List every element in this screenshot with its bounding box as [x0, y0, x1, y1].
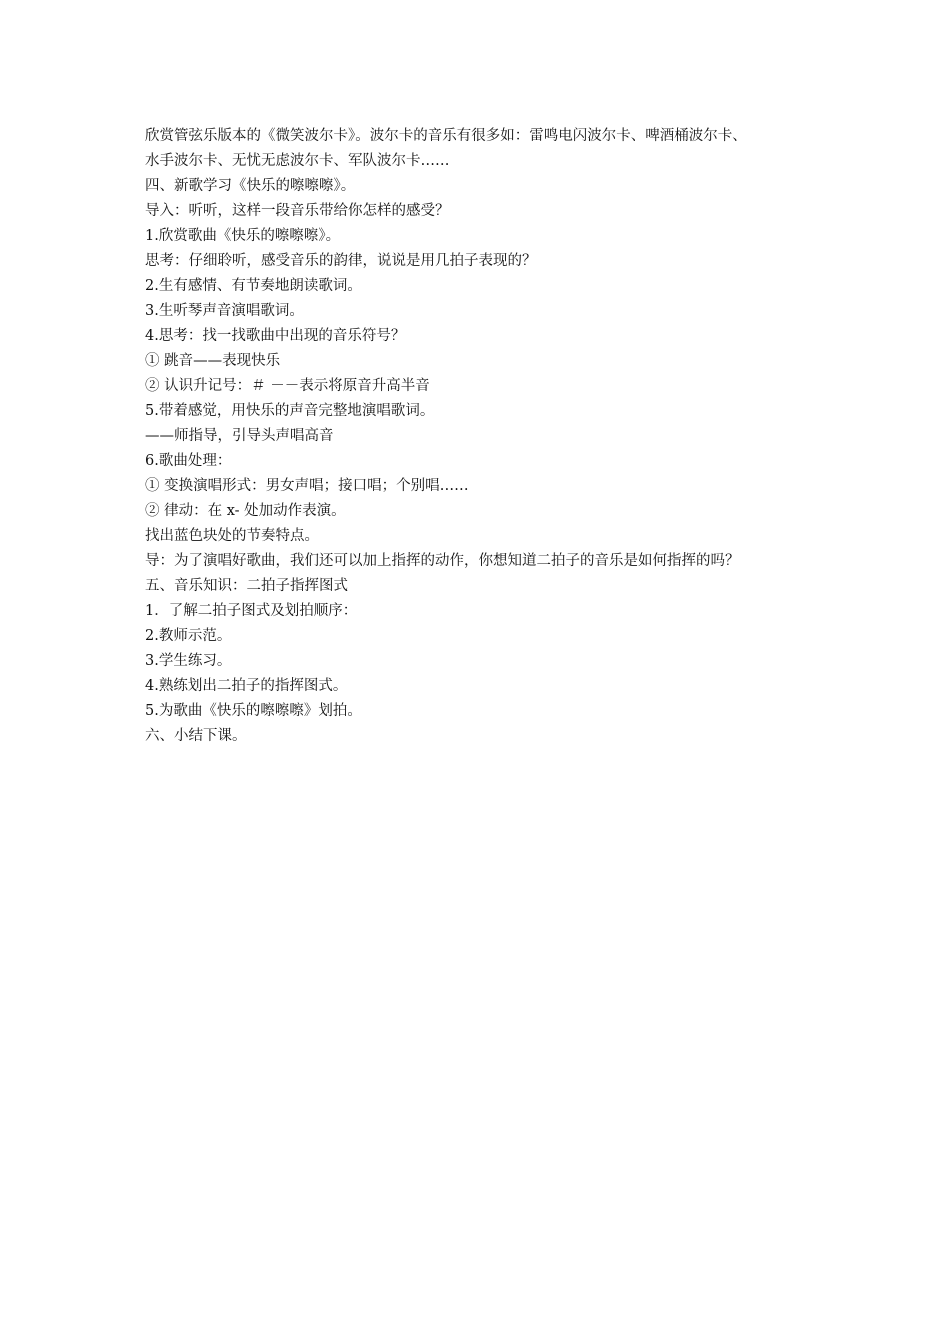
text-line: 水手波尔卡、无忧无虑波尔卡、军队波尔卡…… — [145, 153, 450, 169]
list-item: 2.生有感情、有节奏地朗读歌词。 — [145, 278, 362, 294]
section-heading: 六、小结下课。 — [145, 728, 247, 744]
list-item: 2.教师示范。 — [145, 628, 232, 644]
sub-item: ② 认识升记号：＃ －－表示将原音升高半音 — [145, 378, 430, 394]
text-line: 导：为了演唱好歌曲，我们还可以加上指挥的动作，你想知道二拍子的音乐是如何指挥的吗？ — [145, 553, 740, 569]
section-heading: 五、音乐知识：二拍子指挥图式 — [145, 578, 348, 594]
sub-item: ① 变换演唱形式：男女声唱；接口唱；个别唱…… — [145, 478, 469, 494]
list-item: 3.生听琴声音演唱歌词。 — [145, 303, 304, 319]
text-line: 思考：仔细聆听，感受音乐的韵律，说说是用几拍子表现的？ — [145, 253, 537, 269]
list-item: 4.思考：找一找歌曲中出现的音乐符号？ — [145, 328, 406, 344]
text-line: ——师指导，引导头声唱高音 — [145, 428, 334, 444]
list-item: 5.带着感觉，用快乐的声音完整地演唱歌词。 — [145, 403, 435, 419]
text-line: 欣赏管弦乐版本的《微笑波尔卡》。波尔卡的音乐有很多如：雷鸣电闪波尔卡、啤酒桶波尔卡、 — [145, 128, 747, 144]
list-item: 4.熟练划出二拍子的指挥图式。 — [145, 678, 348, 694]
section-heading: 四、新歌学习《快乐的嚓嚓嚓》。 — [145, 178, 356, 194]
sub-item: ② 律动：在 x- 处加动作表演。 — [145, 503, 346, 519]
list-item: 3.学生练习。 — [145, 653, 232, 669]
text-line: 找出蓝色块处的节奏特点。 — [145, 528, 319, 544]
list-item: 5.为歌曲《快乐的嚓嚓嚓》划拍。 — [145, 703, 362, 719]
list-item: 1.欣赏歌曲《快乐的嚓嚓嚓》。 — [145, 228, 341, 244]
text-line: 导入：听听，这样一段音乐带给你怎样的感受？ — [145, 203, 450, 219]
list-item: 1．了解二拍子图式及划拍顺序： — [145, 603, 358, 619]
document-body — [145, 124, 835, 749]
sub-item: ① 跳音——表现快乐 — [145, 353, 281, 369]
list-item: 6.歌曲处理： — [145, 453, 232, 469]
